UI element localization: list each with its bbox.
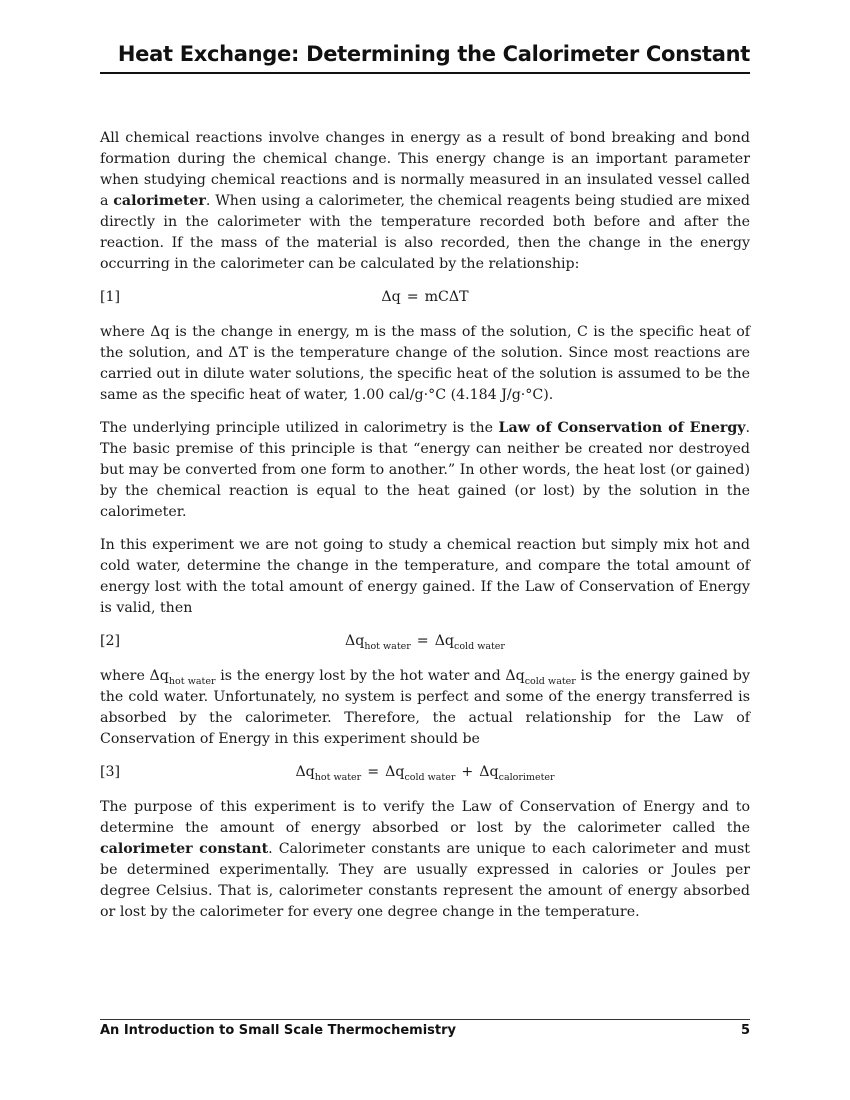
paragraph-explanation: where $\Delta q_{hot water}$ is the energy lost by the hot water and $\Delta q_{cold water}$ is the energy gained by the cold water. Unfortunately, no system is perfect and some of the energy transferred is absorbed by the calorimeter. Therefore, the actual relationship for the Law of Conservation of Energy in this experiment should be: [100, 668, 750, 747]
paragraph-variables: where Δq is the change in energy, m is the mass of the solution, C is the specific heat of the solution, and ΔT is the temperature change of the solution. Since most reactions are carried out in dilute water solutions, the specific heat of the solution is assumed to be the same as the specific heat of water, 1.00 cal/g·°C (4.184 J/g·°C).: [100, 324, 750, 403]
term-conservation-law: Law of Conservation of Energy: [498, 420, 746, 436]
paragraph-experiment: In this experiment we are not going to study a chemical reaction but simply mix hot and cold water, determine the change in the temperature, and compare the total amount of energy lost with the total amount of energy gained. If the Law of Conservation of Energy is valid, then: [100, 537, 750, 616]
footer-title: An Introduction to Small Scale Thermochemistry: [100, 1023, 457, 1038]
equation-2: [100, 631, 750, 652]
term-calorimeter-constant: calorimeter constant: [100, 841, 269, 857]
paragraph-intro: All chemical reactions involve changes in energy as a result of bond breaking and bond formation during the chemical change. This energy change is an important parameter when studying chemical reactions and is normally measured in an insulated vessel called a calorimeter. When using a calorimeter, the chemical reagents being studied are mixed directly in the calorimeter with the temperature recorded both before and after the reaction. If the mass of the material is also recorded, then the change in the energy occurring in the calorimeter can be calculated by the relationship:: [100, 130, 750, 272]
equation-3: [100, 762, 750, 783]
term-calorimeter: calorimeter: [113, 193, 206, 209]
footer-rule: [100, 1019, 750, 1020]
paragraph-principle: The underlying principle utilized in calorimetry is the Law of Conservation of Energy. The basic premise of this principle is that “energy can neither be created nor destroyed but may be converted from one form to another.” In other words, the heat lost (or gained) by the chemical reaction is equal to the heat gained (or lost) by the solution in the calorimeter.: [100, 420, 750, 520]
equation-number: [3]: [100, 764, 121, 780]
main-content: [100, 128, 750, 935]
equation-number: [2]: [100, 633, 121, 649]
page-title: Heat Exchange: Determining the Calorimeter Constant: [117, 42, 750, 66]
equation-1: [100, 287, 750, 308]
equation-expression: Δq = mCΔT: [381, 289, 469, 305]
title-rule: [100, 72, 750, 74]
equation-expression: $\Delta q_{hot water} = \Delta q_{cold water}$: [345, 633, 505, 652]
equation-number: [1]: [100, 289, 121, 305]
equation-expression: $\Delta q_{hot water} = \Delta q_{cold water} + \Delta q_{calorimeter}$: [295, 764, 555, 783]
paragraph-purpose: The purpose of this experiment is to verify the Law of Conservation of Energy and to determine the amount of energy absorbed or lost by the calorimeter called the calorimeter constant. Calorimeter constants are unique to each calorimeter and must be determined experimentally. They are usually expressed in calories or Joules per degree Celsius. That is, calorimeter constants represent the amount of energy absorbed or lost by the calorimeter for every one degree change in the temperature.: [100, 799, 750, 920]
page-number: 5: [740, 1023, 750, 1038]
